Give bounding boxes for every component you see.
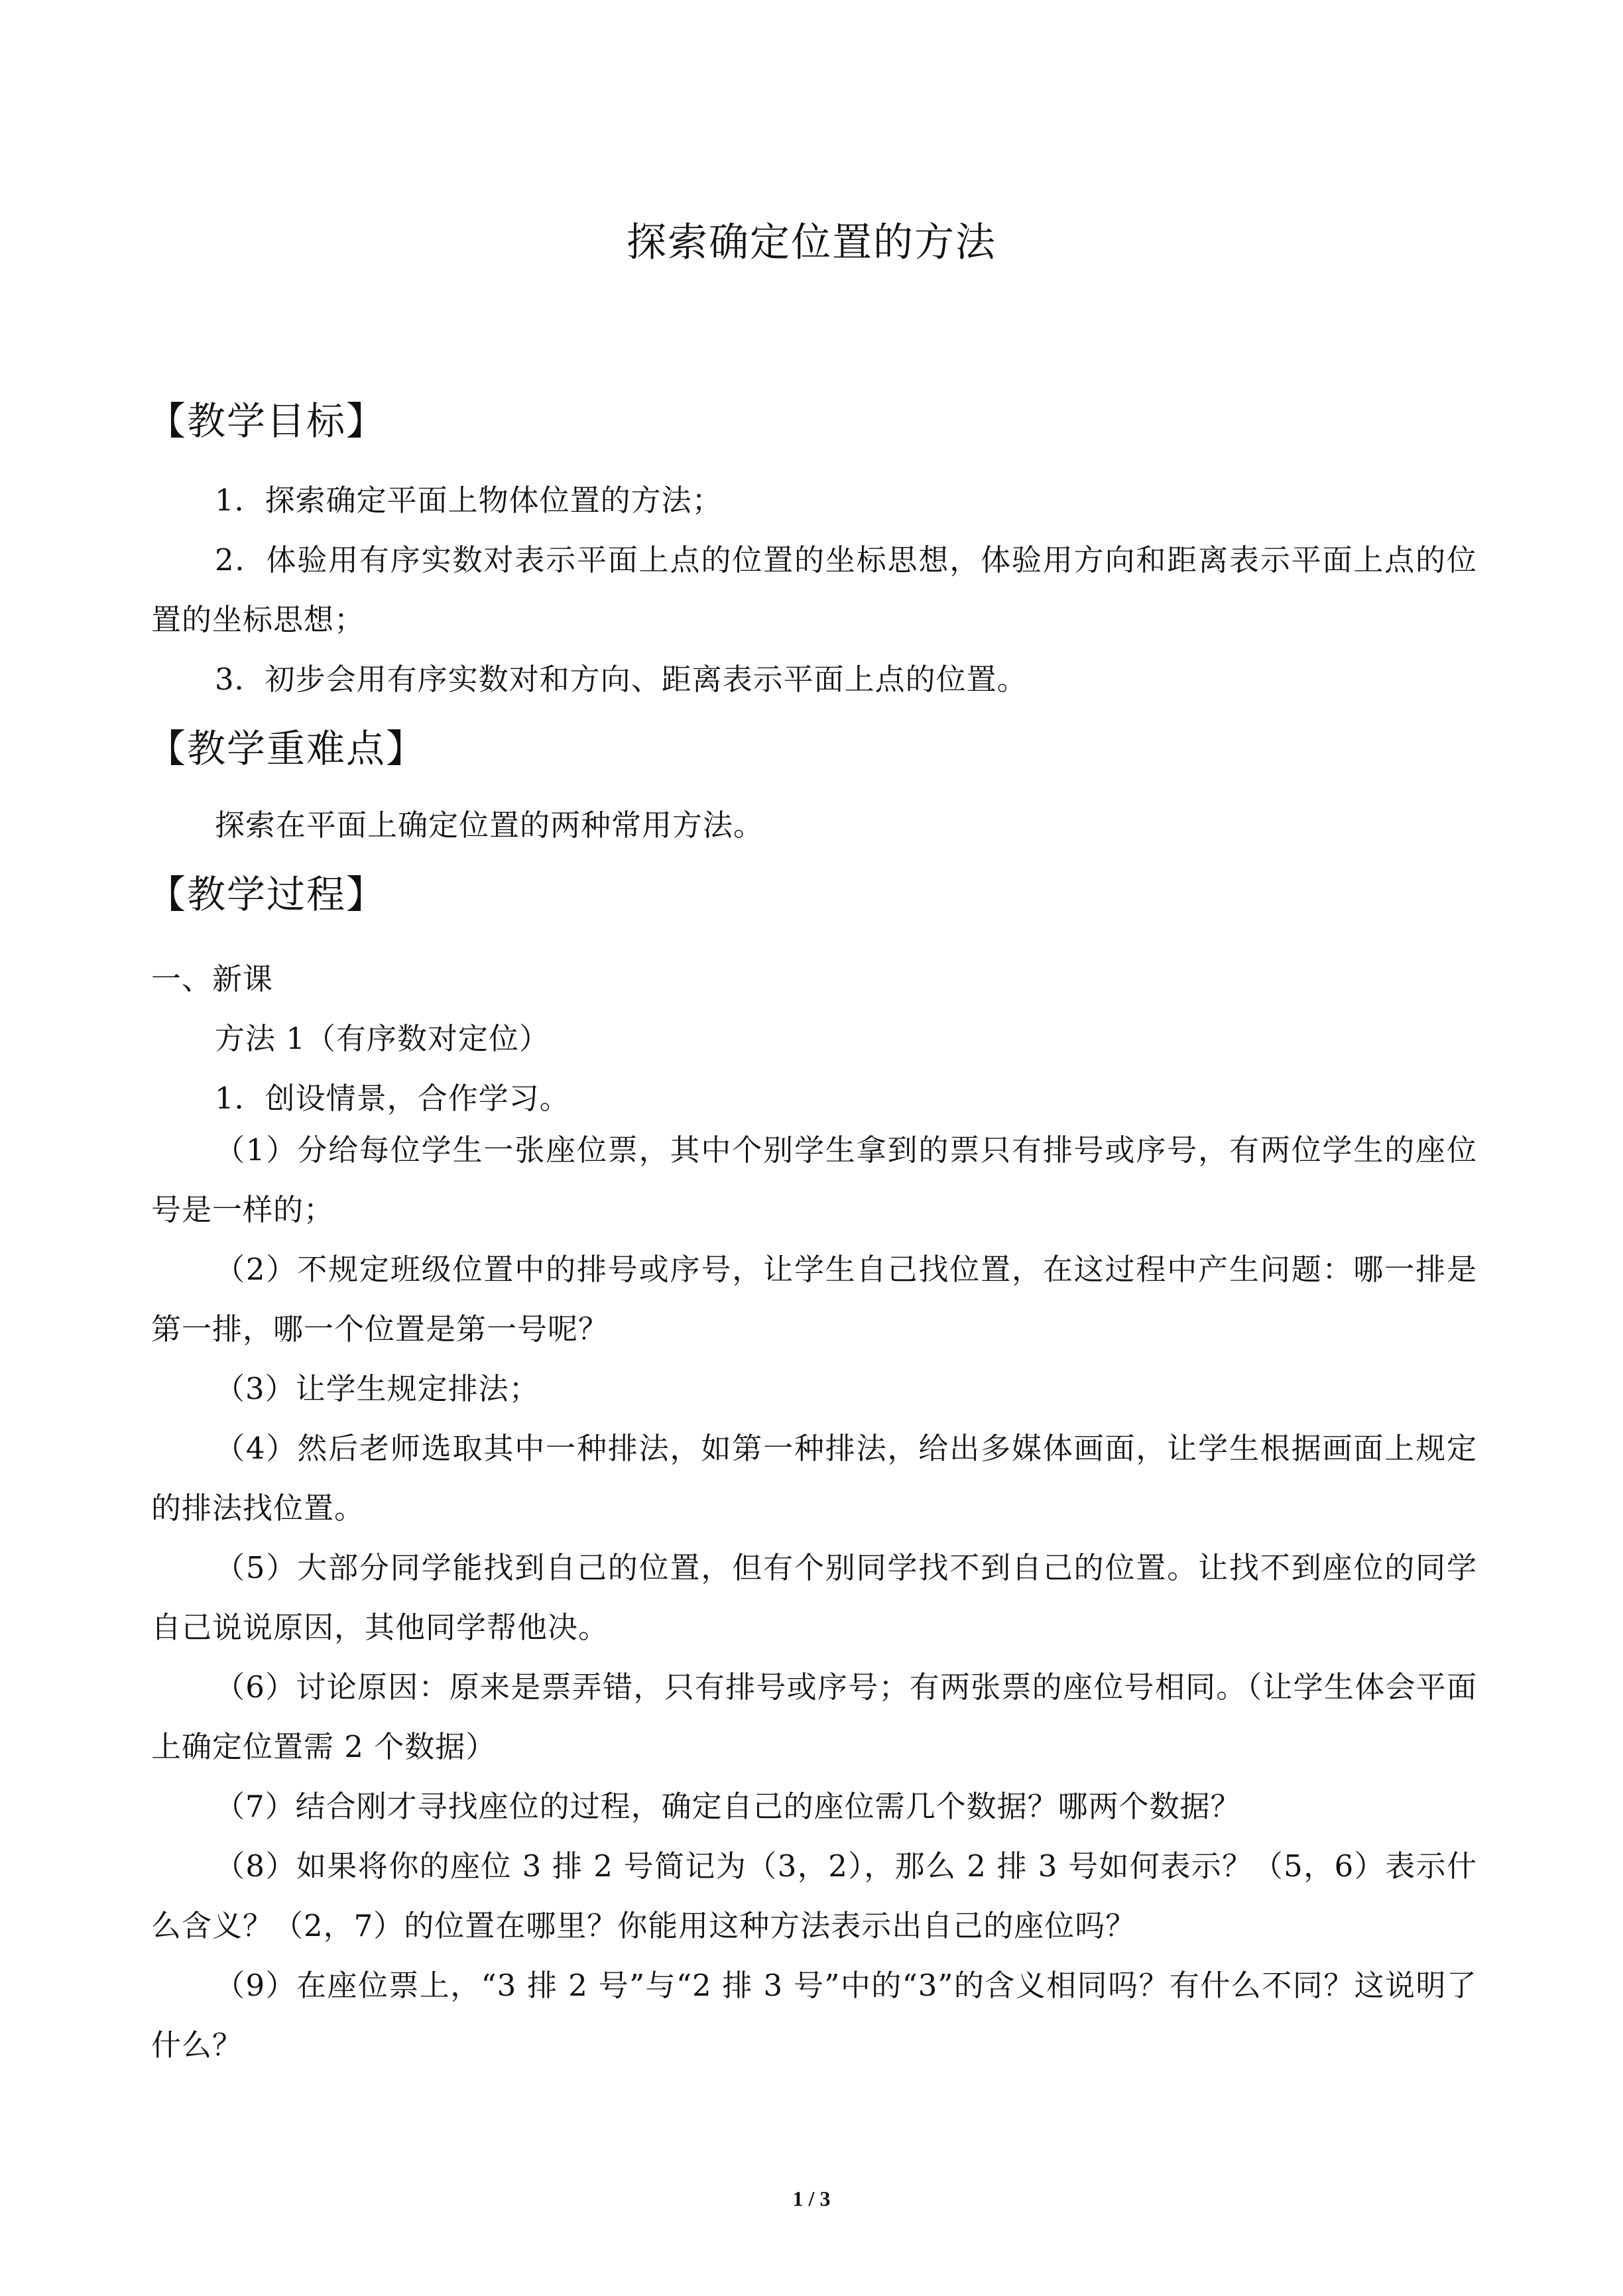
process-part-label: 一、新课	[151, 961, 274, 997]
key-points-text: 探索在平面上确定位置的两种常用方法。	[215, 808, 764, 843]
objective-item-3: 3．初步会用有序实数对和方向、距离表示平面上点的位置。	[215, 662, 1028, 697]
process-item-4: （4）然后老师选取其中一种排法，如第一种排法，给出多媒体画面，让学生根据画面上规定的排法找位置。	[151, 1431, 1477, 1526]
process-heading: 【教学过程】	[147, 872, 387, 917]
step-label: 1．创设情景，合作学习。	[215, 1081, 570, 1116]
objectives-heading: 【教学目标】	[147, 398, 387, 444]
method-label: 方法 1（有序数对定位）	[215, 1021, 550, 1056]
process-item-8: （8）如果将你的座位 3 排 2 号简记为（3，2），那么 2 排 3 号如何表示？（5，6）表示什么含义？（2，7）的位置在哪里？你能用这种方法表示出自己的座位吗？	[151, 1848, 1477, 1943]
objective-item-1: 1．探索确定平面上物体位置的方法；	[215, 483, 723, 518]
process-item-7: （7）结合刚才寻找座位的过程，确定自己的座位需几个数据？哪两个数据？	[215, 1789, 1241, 1824]
process-item-6: （6）讨论原因：原来是票弄错，只有排号或序号；有两张票的座位号相同。（让学生体会平面上确定位置需 2 个数据）	[151, 1669, 1477, 1764]
objective-item-2: 2．体验用有序实数对表示平面上点的位置的坐标思想，体验用方向和距离表示平面上点的位置的坐标思想；	[151, 542, 1477, 637]
process-item-3: （3）让学生规定排法；	[215, 1371, 540, 1406]
process-item-1: （1）分给每位学生一张座位票，其中个别学生拿到的票只有排号或序号，有两位学生的座位号是一样的；	[151, 1132, 1477, 1227]
page-title: 探索确定位置的方法	[627, 219, 996, 266]
process-item-5: （5）大部分同学能找到自己的位置，但有个别同学找不到自己的位置。让找不到座位的同学自己说说原因，其他同学帮他决。	[151, 1550, 1477, 1645]
page-number: 1 / 3	[792, 2187, 831, 2210]
process-item-2: （2）不规定班级位置中的排号或序号，让学生自己找位置，在这过程中产生问题：哪一排是第一排，哪一个位置是第一号呢？	[151, 1252, 1477, 1347]
key-points-heading: 【教学重难点】	[147, 726, 426, 771]
process-item-9: （9）在座位票上，“3 排 2 号”与“2 排 3 号”中的“3”的含义相同吗？有什么不同？这说明了什么？	[151, 1968, 1477, 2063]
